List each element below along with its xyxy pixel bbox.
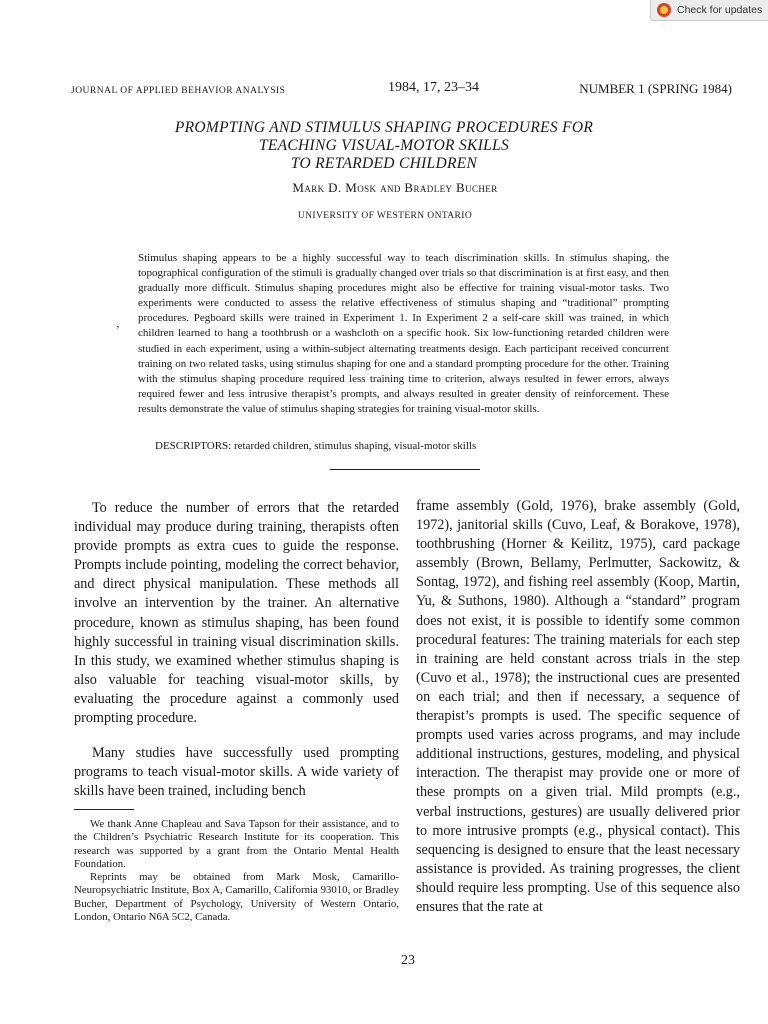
journal-name: JOURNAL OF APPLIED BEHAVIOR ANALYSIS (71, 86, 286, 96)
body-paragraph-2: Many studies have successfully used prompting programs to teach visual-motor skills. A wide variety of skills have been trained, including bench (74, 745, 399, 800)
crossmark-icon (657, 3, 671, 17)
footnote-acknowledgement: We thank Anne Chapleau and Sava Tapson for their assistance, and to the Children’s Psychiatric Research Institute for its cooperation. This research was supported by a grant from the Ontario Mental Health Foundation. (74, 818, 399, 870)
running-head (71, 80, 732, 100)
article-title (0, 119, 768, 173)
issue-info: NUMBER 1 (SPRING 1984) (579, 81, 732, 96)
abstract: Stimulus shaping appears to be a highly successful way to teach discrimination skills. In stimulus shaping, the topographical configuration of the stimuli is gradually changed over trials so that discrimination is at first easy, and then gradually more difficult. Stimulus shaping procedures might also be effective for training visual-motor tasks. Two experiments were conducted to assess the relative effectiveness of stimulus shaping and “traditional” prompting procedures. Pegboard skills were trained in Experiment 1. In Experiment 2 a self-care skill was trained, in which children learned to hang a toothbrush or a washcloth on a specific hook. Six low-functioning retarded children were studied in each experiment, using a within-subject alternating treatments design. Each participant received concurrent training on two related tasks, using stimulus shaping for one and a standard prompting procedure for the other. Training with the stimulus shaping procedure required less training time to criterion, always resulted in fewer errors, always required fewer and less intrusive therapist’s prompts, and always resulted in greater density of reinforcement. These results demonstrate the value of stimulus shaping strategies for training visual-motor skills. (138, 252, 669, 415)
margin-mark: ʼ (116, 324, 120, 336)
check-for-updates-button[interactable] (650, 0, 768, 21)
title-line: TEACHING VISUAL-MOTOR SKILLS (258, 137, 510, 154)
title-line: PROMPTING AND STIMULUS SHAPING PROCEDURES FOR (174, 119, 594, 136)
title-line: TO RETARDED CHILDREN (290, 155, 478, 172)
affiliation: UNIVERSITY OF WESTERN ONTARIO (297, 211, 473, 221)
footnote-reprints: Reprints may be obtained from Mark Mosk, Camarillo-Neuropsychiatric Institute, Box A, Camarillo, California 93010, or Bradley Bucher, Department of Psychology, University of Western Ontario, London, Ontario N6A 5C2, Canada. (74, 871, 399, 923)
check-for-updates-label: Check for updates (677, 4, 763, 16)
footnote-divider (74, 809, 134, 810)
body-paragraph-1: To reduce the number of errors that the retarded individual may produce during training, therapists often provide prompts as extra cues to guide the response. Prompts include pointing, modeling the correct behavior, and direct physical manipulation. These methods all involve an intervention by the trainer. An alternative procedure, known as stimulus shaping, has been found highly successful in training visual discrimination skills. In this study, we examined whether stimulus shaping is also valuable for teaching visual-motor skills, by evaluating the procedure against a commonly used prompting procedure. (74, 500, 399, 727)
descriptors: DESCRIPTORS: retarded children, stimulus shaping, visual-motor skills (155, 440, 477, 452)
section-divider (330, 469, 480, 470)
authors: Mark D. Mosk and Bradley Bucher (292, 180, 498, 195)
volume-info: 1984, 17, 23–34 (388, 80, 479, 95)
page-number: 23 (401, 953, 415, 968)
body-paragraph-right: frame assembly (Gold, 1976), brake assembly (Gold, 1972), janitorial skills (Cuvo, Leaf, & Borakove, 1978), toothbrushing (Horner & Keilitz, 1975), card package assembly (Brown, Bellamy, Perlmutter, Sackowitz, & Sontag, 1972), and fishing reel assembly (Koop, Martin, Yu, & Suthons, 1980). Although a “standard” program does not exist, it is possible to identify some common procedural features: The training materials for each step in training are held constant across trials in the step (Cuvo et al., 1978); the instructional cues are presented on each trial; and then if necessary, a sequence of therapist’s prompts is used. The specific sequence of prompts used varies across programs, and may include additional instructions, gestures, modeling, and physical interaction. The therapist may provide one or more of these prompts on a given trial. Mild prompts (e.g., verbal instructions, gestures) are usually delivered prior to more intrusive prompts (e.g., physical contact). This sequencing is designed to ensure that the least necessary assistance is provided. As training progresses, the client should require less prompting. Use of this sequence also ensures that the rate at (416, 498, 740, 915)
